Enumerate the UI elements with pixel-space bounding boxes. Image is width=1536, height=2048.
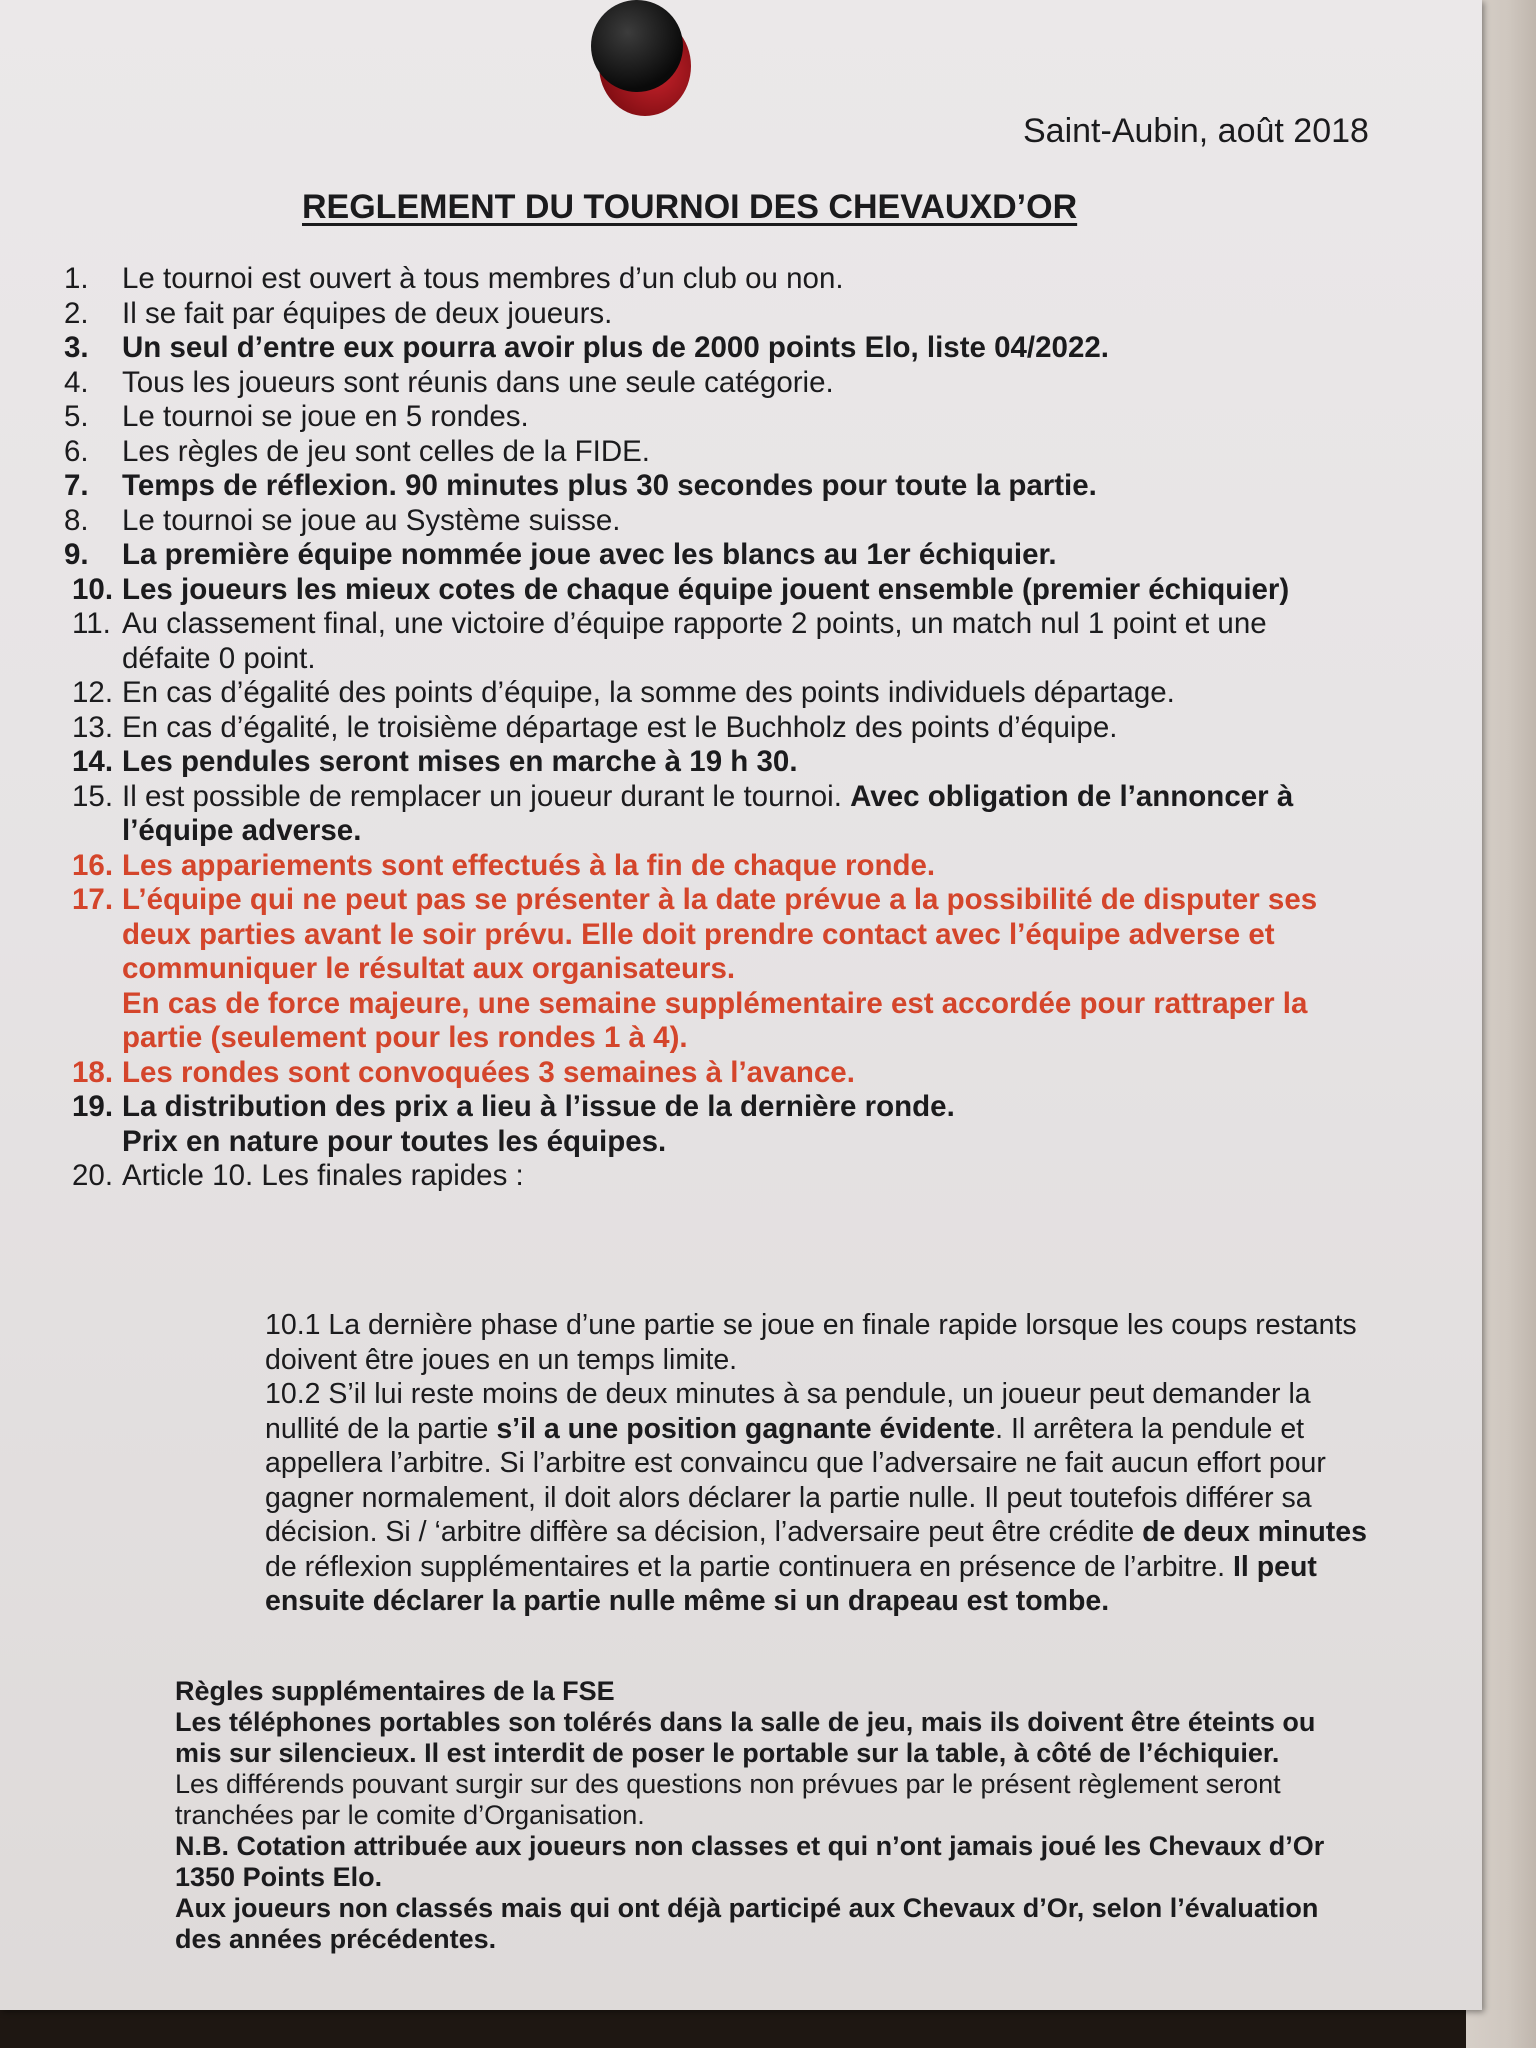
place-date: Saint-Aubin, août 2018: [1023, 112, 1369, 150]
fse-phones: Les téléphones portables son tolérés dans la salle de jeu, mais ils doivent être éteints ou mis sur silencieux. Il est interdit de poser le portable sur la table, à côté de l’échiquier.: [175, 1707, 1316, 1768]
rule-item: 1. Le tournoi est ouvert à tous membres d’un club ou non.: [64, 262, 844, 295]
rule-item: 15. Il est possible de remplacer un joueur durant le tournoi. Avec obligation de l’annoncer à l’équipe adverse.: [72, 779, 1294, 847]
fse-heading: Règles supplémentaires de la FSE: [175, 1676, 615, 1706]
rule-item: 8. Le tournoi se joue au Système suisse.: [64, 503, 621, 537]
rule-item: 10. Les joueurs les mieux cotes de chaque équipe jouent ensemble (premier échiquier): [72, 572, 1290, 606]
rule-item: 12. En cas d’égalité des points d’équipe, la somme des points individuels départage.: [72, 676, 1175, 709]
rule-item: 14. Les pendules seront mises en marche à 19 h 30.: [72, 745, 798, 778]
rule-item: 11. Au classement final, une victoire d’équipe rapporte 2 points, un match nul 1 point et une défaite 0 point.: [72, 607, 1267, 675]
fse-rules: [175, 1676, 1335, 1955]
rule-item: 3. Un seul d’entre eux pourra avoir plus de 2000 points Elo, liste 04/2022.: [64, 331, 1109, 364]
rule-item: 5. Le tournoi se joue en 5 rondes.: [64, 400, 529, 433]
document-title: REGLEMENT DU TOURNOI DES CHEVAUXD’OR: [302, 188, 1078, 226]
fse-nb: N.B. Cotation attribuée aux joueurs non classes et qui n’ont jamais joué les Chevaux d’Or 1350 Points Elo.: [175, 1831, 1325, 1892]
rule-item: 18. Les rondes sont convoquées 3 semaines à l’avance.: [72, 1055, 855, 1089]
rule-item: 2. Il se fait par équipes de deux joueurs.: [64, 296, 613, 330]
rule-item: 20. Article 10. Les finales rapides :: [72, 1159, 524, 1192]
rules-list: [0, 262, 1352, 1194]
rule-item: 17. L’équipe qui ne peut pas se présenter à la date prévue a la possibilité de disputer ses deux parties avant le soir prévu. Elle doit prendre contact avec l’équipe adverse et communiquer le résultat aux organisateurs. En cas de force majeure, une semaine supplémentaire est accordée pour rattraper la partie (seulement pour les rondes 1 à 4).: [72, 883, 1318, 1054]
rule-item: 6. Les règles de jeu sont celles de la FIDE.: [64, 434, 651, 468]
rule-item: 13. En cas d’égalité, le troisième départage est le Buchholz des points d’équipe.: [72, 710, 1118, 744]
article-10-2: 10.2 S’il lui reste moins de deux minutes à sa pendule, un joueur peut demander la nullité de la partie s’il a une position gagnante évidente. Il arrêtera la pendule et appellera l’arbitre. Si l’arbitre est convaincu que l’adversaire ne fait aucun effort pour gagner normalement, il doit alors déclarer la partie nulle. Il peut toutefois différer sa décision. Si / ‘arbitre diffère sa décision, l’adversaire peut être crédite de deux minutes de réflexion supplémentaires et la partie continuera en présence de l’arbitre. Il peut ensuite déclarer la partie nulle même si un drapeau est tombe.: [265, 1378, 1367, 1617]
rule-item: 4. Tous les joueurs sont réunis dans une seule catégorie.: [64, 365, 834, 399]
article-10-1: 10.1 La dernière phase d’une partie se joue en finale rapide lorsque les coups restants doivent être joues en un temps limite.: [265, 1309, 1357, 1376]
rule-item: 19. La distribution des prix a lieu à l’issue de la dernière ronde. Prix en nature pour toutes les équipes.: [72, 1090, 955, 1158]
push-pin-icon: [585, 0, 695, 118]
rule-item: 7. Temps de réflexion. 90 minutes plus 30 secondes pour toute la partie.: [64, 469, 1097, 502]
fse-unrated: Aux joueurs non classés mais qui ont déjà participé aux Chevaux d’Or, selon l’évaluation des années précédentes.: [175, 1893, 1319, 1954]
rule-item: 16. Les appariements sont effectués à la fin de chaque ronde.: [72, 848, 936, 882]
article-10-text: [265, 1308, 1375, 1619]
rule-item: 9. La première équipe nommée joue avec les blancs au 1er échiquier.: [64, 538, 1057, 571]
fse-disputes: Les différends pouvant surgir sur des questions non prévues par le présent règlement seront tranchées par le comite d’Organisation.: [175, 1769, 1281, 1830]
